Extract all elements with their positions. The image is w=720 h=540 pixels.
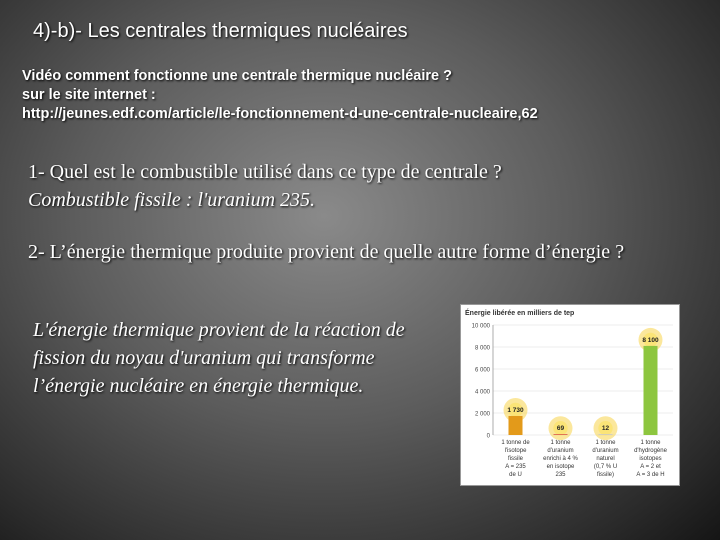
x-category-label: fissile bbox=[507, 456, 524, 462]
x-category-label: d'uranium bbox=[547, 448, 574, 454]
x-category-label: isotopes bbox=[639, 456, 662, 462]
x-category-label: enrichi à 4 % bbox=[543, 456, 578, 462]
energy-chart-svg bbox=[461, 305, 679, 485]
bar-value-label: 69 bbox=[556, 425, 565, 433]
x-category-label: 1 tonne bbox=[595, 440, 616, 446]
page-title: 4)-b)- Les centrales thermiques nucléaires bbox=[33, 20, 408, 42]
intro-line-video: Vidéo comment fonctionne une centrale thermique nucléaire ? bbox=[22, 68, 452, 84]
x-category-label: A = 235 bbox=[505, 464, 526, 470]
y-tick-label: 0 bbox=[486, 433, 490, 440]
y-tick-label: 4 000 bbox=[474, 389, 490, 396]
x-category-label: d'uranium bbox=[592, 448, 619, 454]
intro-link[interactable]: http://jeunes.edf.com/article/le-fonctionnement-d-une-centrale-nucleaire,62 bbox=[22, 106, 538, 122]
x-category-label: 1 tonne bbox=[550, 440, 571, 446]
x-category-label: A = 3 de H bbox=[636, 472, 665, 478]
x-category-label: A = 2 et bbox=[640, 464, 661, 470]
answer-2: L'énergie thermique provient de la réaction de fission du noyau d'uranium qui transforme l’énergie nucléaire en énergie thermique. bbox=[33, 319, 405, 397]
x-category-label: l'isotope bbox=[504, 448, 527, 454]
x-category-label: d'hydrogène bbox=[634, 448, 667, 454]
answer-1: Combustible fissile : l'uranium 235. bbox=[28, 189, 316, 211]
x-category-label: de U bbox=[509, 472, 522, 478]
question-1-block bbox=[28, 158, 708, 214]
y-tick-label: 6 000 bbox=[474, 367, 490, 374]
intro-line-site: sur le site internet : bbox=[22, 87, 156, 103]
question-2: 2- L’énergie thermique produite provient de quelle autre forme d’énergie ? bbox=[28, 241, 625, 263]
chart-title: Énergie libérée en milliers de tep bbox=[465, 310, 575, 317]
x-category-label: fissile) bbox=[596, 472, 615, 478]
x-category-label: naturel bbox=[596, 456, 615, 462]
x-category-label: 1 tonne bbox=[640, 440, 661, 446]
bar bbox=[644, 346, 658, 435]
bar-value-label: 12 bbox=[601, 425, 610, 433]
y-tick-label: 10 000 bbox=[471, 323, 490, 330]
bar-value-label: 1 730 bbox=[507, 406, 524, 414]
y-tick-label: 8 000 bbox=[474, 345, 490, 352]
bar bbox=[599, 434, 613, 435]
question-1: 1- Quel est le combustible utilisé dans ce type de centrale ? bbox=[28, 161, 502, 183]
bar bbox=[554, 434, 568, 435]
x-category-label: 1 tonne de bbox=[501, 440, 530, 446]
y-tick-label: 2 000 bbox=[474, 411, 490, 418]
energy-chart bbox=[460, 304, 680, 486]
x-category-label: 235 bbox=[555, 472, 566, 478]
intro-block bbox=[22, 67, 712, 124]
bar bbox=[509, 416, 523, 435]
x-category-label: (0,7 % U bbox=[593, 464, 618, 470]
bar-value-label: 8 100 bbox=[642, 336, 659, 344]
x-category-label: en isotope bbox=[546, 464, 575, 470]
